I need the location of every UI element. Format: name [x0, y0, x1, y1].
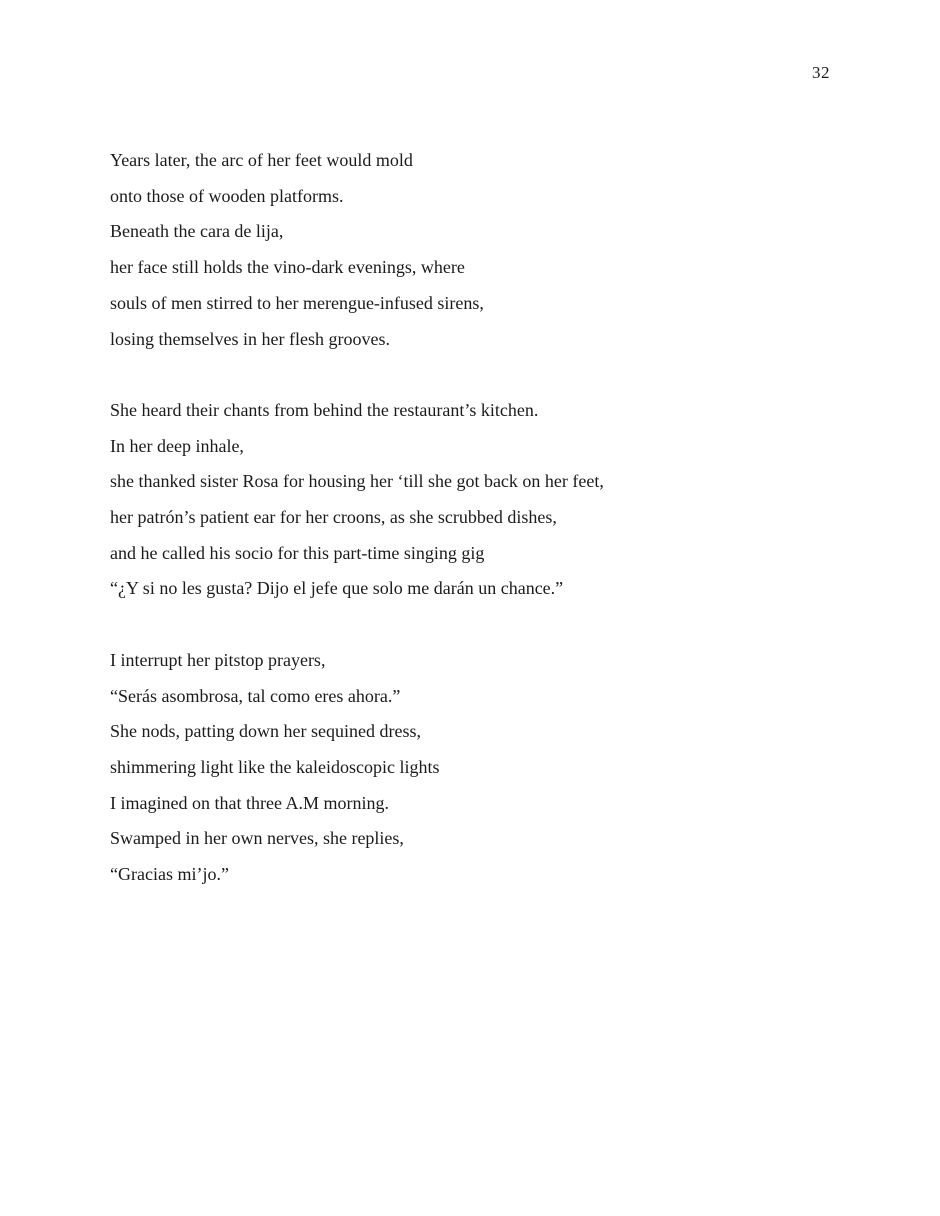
poem-line: shimmering light like the kaleidoscopic lights	[110, 756, 440, 777]
poem-stanza-2	[110, 393, 830, 607]
poem-line: Years later, the arc of her feet would mold	[110, 150, 413, 170]
poem-line: I imagined on that three A.M morning.	[110, 792, 389, 813]
poem-line: losing themselves in her flesh grooves.	[110, 328, 390, 349]
page-number: 32	[812, 63, 830, 82]
poem-line: In her deep inhale,	[110, 435, 244, 456]
poem-line: “Serás asombrosa, tal como eres ahora.”	[110, 685, 401, 706]
poem-line: souls of men stirred to her merengue-infused sirens,	[110, 292, 484, 313]
poem-stanza-1	[110, 143, 830, 357]
poem-line: onto those of wooden platforms.	[110, 185, 344, 206]
poem-line: “Gracias mi’jo.”	[110, 864, 229, 885]
poem-stanza-3	[110, 643, 830, 893]
poem-line: her patrón’s patient ear for her croons, as she scrubbed dishes,	[110, 507, 557, 528]
poem-line: Beneath the cara de lija,	[110, 221, 284, 242]
poem-line: her face still holds the vino-dark evenings, where	[110, 257, 465, 278]
poem-line: and he called his socio for this part-time singing gig	[110, 542, 485, 563]
poem-line: She heard their chants from behind the restaurant’s kitchen.	[110, 399, 539, 420]
poem-line: I interrupt her pitstop prayers,	[110, 649, 326, 670]
poem	[110, 143, 830, 928]
poem-line: She nods, patting down her sequined dress,	[110, 721, 421, 742]
poem-line: she thanked sister Rosa for housing her ‘till she got back on her feet,	[110, 471, 604, 492]
poem-line: Swamped in her own nerves, she replies,	[110, 828, 404, 849]
poem-line: “¿Y si no les gusta? Dijo el jefe que solo me darán un chance.”	[110, 578, 564, 599]
